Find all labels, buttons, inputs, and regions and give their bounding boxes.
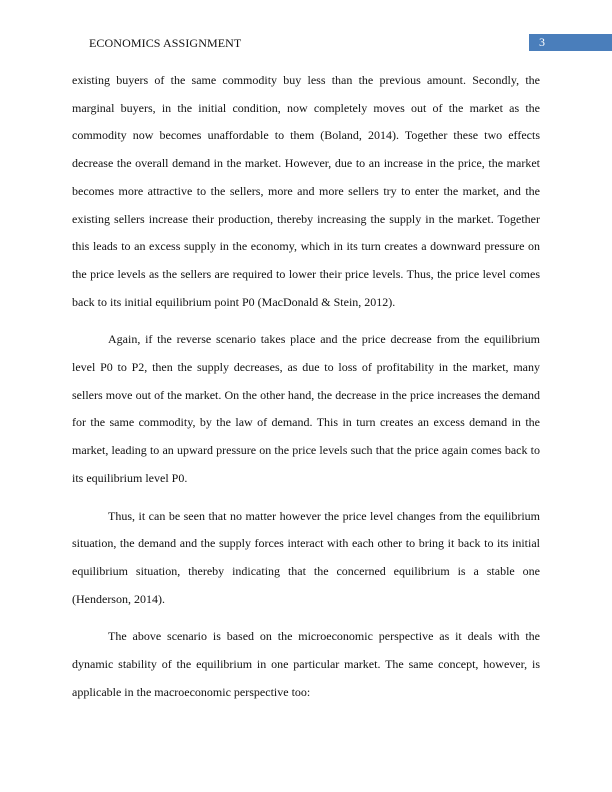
paragraph-reverse-scenario: Again, if the reverse scenario takes place and the price decrease from the equilibrium level P0 to P2, then the supply decreases, as due to loss of profitability in the market, many sellers move out of the market. On the other hand, the decrease in the price increases the demand for the same commodity, by the law of demand. This in turn creates an excess demand in the market, leading to an upward pressure on the price levels such that the price again comes back to its equilibrium level P0. xyxy=(72,332,540,485)
page-number-bar xyxy=(529,34,612,51)
running-header-title: ECONOMICS ASSIGNMENT xyxy=(89,36,242,50)
page-number: 3 xyxy=(539,35,545,49)
document-body xyxy=(72,67,540,706)
paragraph-stable-equilibrium: Thus, it can be seen that no matter however the price level changes from the equilibrium situation, the demand and the supply forces interact with each other to bring it back to its initial equilibrium situation, thereby indicating that the concerned equilibrium is a stable one (Henderson, 2014). xyxy=(72,508,540,606)
paragraph-microeconomic-perspective: The above scenario is based on the microeconomic perspective as it deals with the dynamic stability of the equilibrium in one particular market. The same concept, however, is applicable in the macroeconomic perspective too: xyxy=(72,629,540,699)
paragraph-continuation: existing buyers of the same commodity buy less than the previous amount. Secondly, the marginal buyers, in the initial condition, now completely moves out of the market as the commodity now becomes unaffordable to them (Boland, 2014). Together these two effects decrease the overall demand in the market. However, due to an increase in the price, the market becomes more attractive to the sellers, more and more sellers try to enter the market, and the existing sellers increase their production, thereby increasing the supply in the market. Together this leads to an excess supply in the economy, which in its turn creates a downward pressure on the price levels as the sellers are required to lower their price levels. Thus, the price level comes back to its initial equilibrium point P0 (MacDonald & Stein, 2012). xyxy=(72,73,540,309)
